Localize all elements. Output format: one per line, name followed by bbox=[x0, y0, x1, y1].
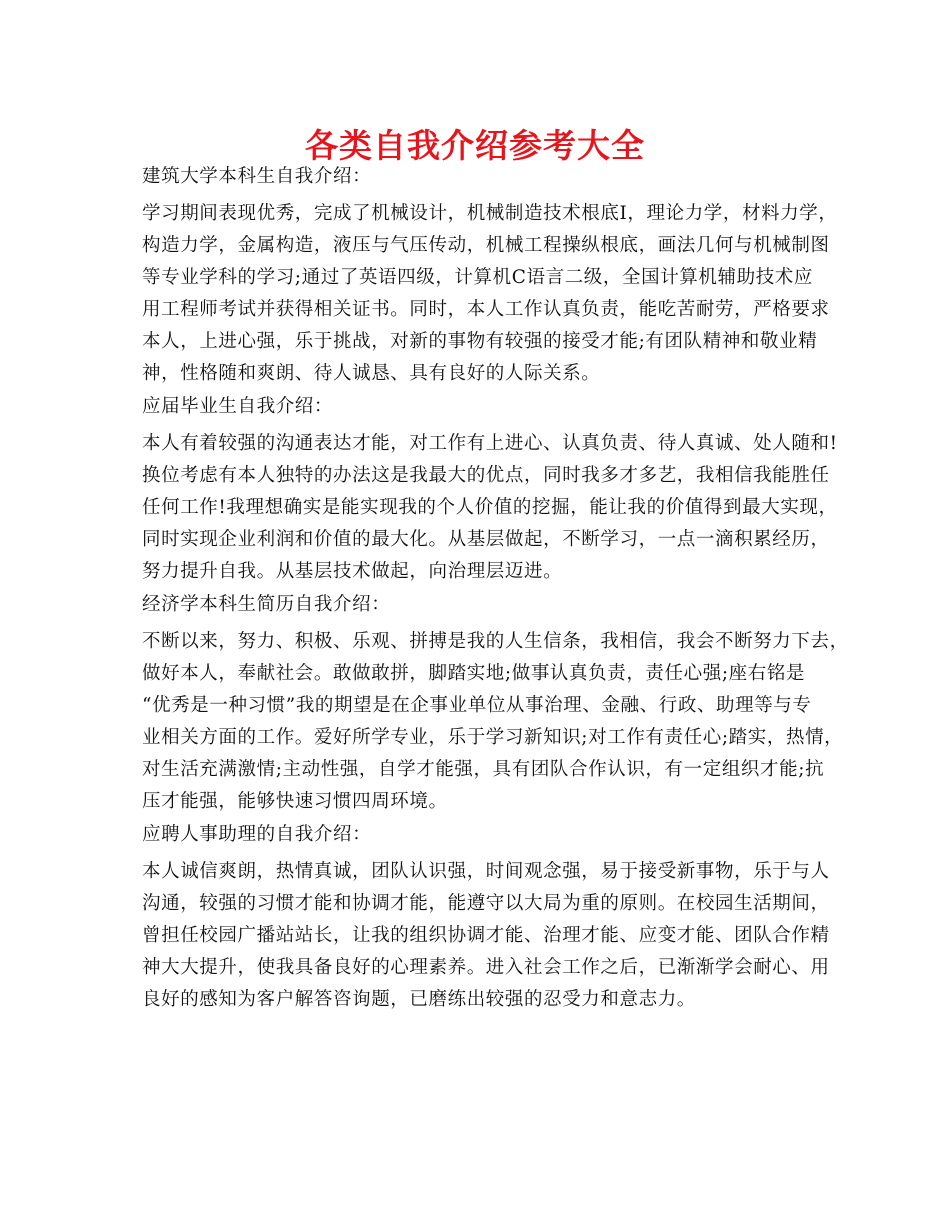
paragraph-line: “优秀是一种习惯”我的期望是在企事业单位从事治理、金融、行政、助理等与专 bbox=[142, 695, 812, 716]
paragraph-line: 业相关方面的工作。爱好所学专业，乐于学习新知识;对工作有责任心;踏实，热情， bbox=[142, 727, 844, 748]
paragraph-line: 对生活充满激情;主动性强，自学才能强，具有团队合作认识，有一定组织才能;抗 bbox=[142, 759, 825, 780]
paragraph-line: 神大大提升，使我具备良好的心理素养。进入社会工作之后，已渐渐学会耐心、用 bbox=[142, 957, 830, 978]
section-heading: 经济学本科生简历自我介绍： bbox=[142, 594, 391, 615]
document-body bbox=[142, 166, 849, 1016]
paragraph-line: 任何工作!我理想确实是能实现我的个人价值的挖掘，能让我的价值得到最大实现， bbox=[142, 497, 838, 518]
paragraph-line: 神，性格随和爽朗、待人诚恳、具有良好的人际关系。 bbox=[142, 363, 601, 384]
paragraph-line: 学习期间表现优秀，完成了机械设计，机械制造技术根底Ⅰ，理论力学，材料力学， bbox=[142, 203, 838, 224]
paragraph-line: 良好的感知为客户解答咨询题，已磨练出较强的忍受力和意志力。 bbox=[142, 989, 696, 1010]
paragraph-line: 本人诚信爽朗，热情真诚，团队认识强，时间观念强，易于接受新事物，乐于与人 bbox=[142, 861, 830, 882]
section-hr-assistant bbox=[142, 824, 828, 1016]
section-new-graduate bbox=[142, 396, 838, 588]
section-heading: 应届毕业生自我介绍： bbox=[142, 396, 334, 417]
paragraph-line: 不断以来，努力、积极、乐观、拼搏是我的人生信条，我相信，我会不断努力下去， bbox=[142, 631, 849, 652]
document-title: 各类自我介绍参考大全 bbox=[305, 126, 645, 165]
section-economics bbox=[142, 594, 849, 818]
paragraph-line: 本人有着较强的沟通表达才能，对工作有上进心、认真负责、待人真诚、处人随和! bbox=[142, 433, 838, 454]
paragraph-line: 沟通，较强的习惯才能和协调才能，能遵守以大局为重的原则。在校园生活期间， bbox=[142, 893, 830, 914]
paragraph-line: 换位考虑有本人独特的办法这是我最大的优点，同时我多才多艺，我相信我能胜任 bbox=[142, 465, 830, 486]
section-heading: 应聘人事助理的自我介绍： bbox=[142, 824, 372, 845]
paragraph-line: 等专业学科的学习;通过了英语四级，计算机C语言二级，全国计算机辅助技术应 bbox=[142, 267, 813, 288]
section-heading: 建筑大学本科生自我介绍： bbox=[142, 166, 372, 187]
section-civil-engineering bbox=[142, 166, 838, 390]
paragraph-line: 构造力学，金属构造，液压与气压传动，机械工程操纵根底，画法几何与机械制图 bbox=[142, 235, 830, 256]
paragraph-line: 努力提升自我。从基层技术做起，向治理层迈进。 bbox=[142, 561, 563, 582]
paragraph-line: 做好本人，奉献社会。敢做敢拼，脚踏实地;做事认真负责，责任心强;座右铭是 bbox=[142, 663, 806, 684]
paragraph-line: 本人，上进心强，乐于挑战，对新的事物有较强的接受才能;有团队精神和敬业精 bbox=[142, 331, 818, 352]
paragraph-line: 同时实现企业利润和价值的最大化。从基层做起，不断学习，一点一滴积累经历， bbox=[142, 529, 830, 550]
paragraph-line: 曾担任校园广播站站长，让我的组织协调才能、治理才能、应变才能、团队合作精 bbox=[142, 925, 830, 946]
paragraph-line: 用工程师考试并获得相关证书。同时，本人工作认真负责，能吃苦耐劳，严格要求 bbox=[142, 299, 830, 320]
paragraph-line: 压才能强，能够快速习惯四周环境。 bbox=[142, 791, 448, 812]
